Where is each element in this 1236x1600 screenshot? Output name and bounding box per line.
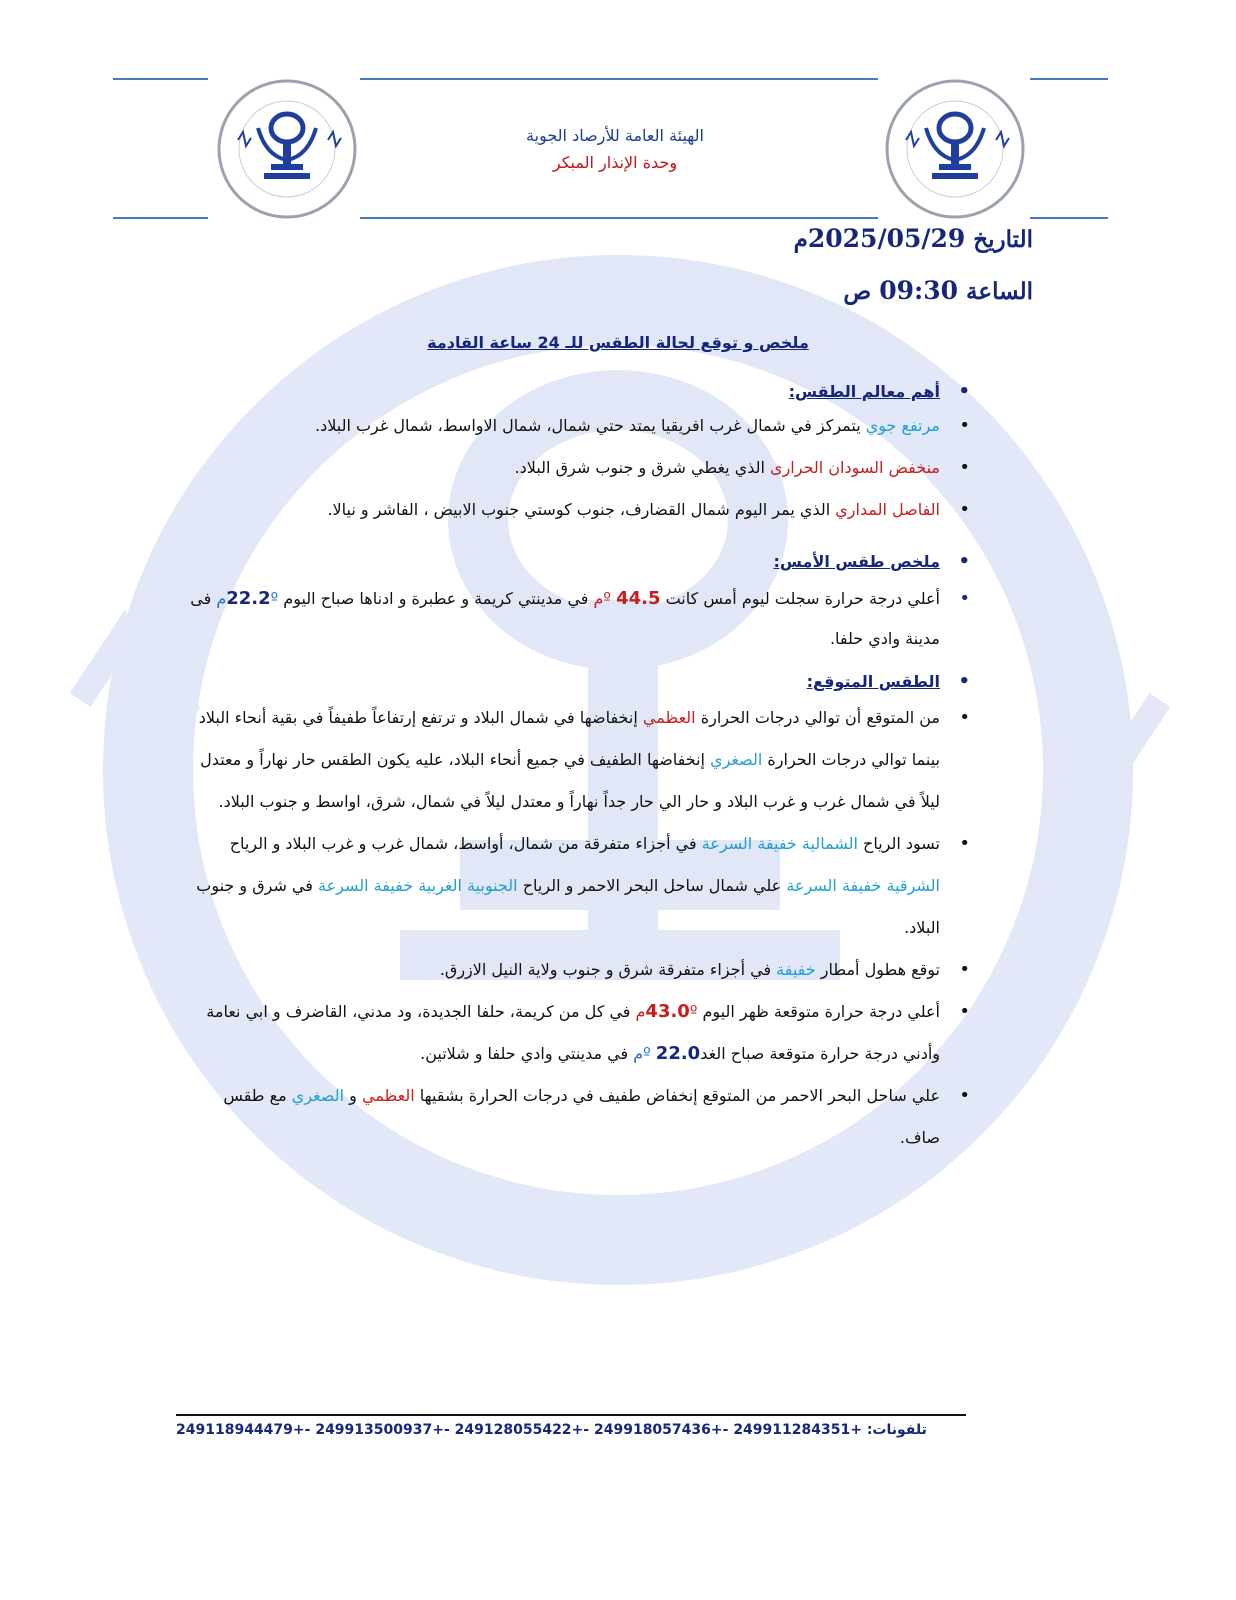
report-title-wrap: [0, 333, 1236, 352]
footer-phones: [176, 1422, 966, 1438]
section-heading-features: • أهم معالم الطقس:: [186, 375, 986, 409]
thermal-low-term: منخفض السودان الحرارى: [770, 458, 940, 477]
agency-logo-left: [216, 78, 358, 220]
time-value: 09:30: [879, 276, 958, 305]
feature-item-high-pressure: • مرتفع جوي يتمركز في شمال غرب افريقيا يمتد حتي شمال، شمال الاواسط، شمال غرب البلاد.: [186, 409, 986, 443]
phones-label: تلفونات:: [861, 1422, 927, 1438]
forecast-max-temp: 43.0: [645, 1001, 690, 1022]
agency-logo-right: [884, 78, 1026, 220]
expected-temperatures: • أعلي درجة حرارة متوقعة ظهر اليوم 43.0ºم في كل من كريمة، حلفا الجديدة، ود مدني، القاضرف و ابي نعامة وأدني درجة حرارة متوقعة صباح الغد22.0 ºم في مدينتي وادي حلفا و شلاتين.: [186, 991, 986, 1075]
header-rule-top-center: [360, 78, 878, 80]
header-rule-bottom-center: [360, 217, 878, 219]
date-label: التاريخ: [973, 226, 1033, 253]
header-text: [470, 122, 760, 176]
yesterday-summary: • أعلي درجة حرارة سجلت ليوم أمس كانت 44.5 ºم في مدينتي كريمة و عطبرة و ادناها صباح اليوم 22.2ºم فى مدينة وادي حلفا.: [186, 579, 986, 659]
organization-name: الهيئة العامة للأرصاد الجوية: [526, 126, 704, 145]
section-heading-yesterday: • ملخص طقس الأمس:: [186, 545, 986, 579]
degree-unit: ºم: [593, 589, 611, 608]
report-date: [794, 224, 1033, 253]
section-heading-expected: • الطقس المتوقع:: [186, 667, 986, 697]
expected-temperature-trend: • من المتوقع أن توالي درجات الحرارة العظمي إنخفاضها في شمال البلاد و ترتفع إرتفاعاً طفيفاً في بقية أنحاء البلاد بينما توالي درجات الحرارة الصغري إنخفاضها الطفيف في جميع أنحاء البلاد، عليه يكون الطقس حار نهاراً و معتدل ليلاً في شمال غرب و غرب البلاد و حار الي حار جداً نهاراً و معتدل ليلاً في شمال، شرق، اواسط و جنوب البلاد.: [186, 697, 986, 823]
expected-section: [186, 667, 986, 1159]
yesterday-section: [186, 545, 986, 659]
date-suffix: م: [793, 226, 808, 253]
phones-list: +249911284351 -+249918057436 -+249128055422 -+249913500937 -+249118944479: [176, 1422, 862, 1438]
header-rule-top-right: [1030, 78, 1108, 80]
date-value: 2025/05/29: [807, 224, 966, 253]
report-content: [186, 375, 986, 1159]
yesterday-min-temp: 22.2: [226, 588, 271, 609]
yesterday-max-temp: 44.5: [616, 588, 661, 609]
unit-name: وحدة الإنذار المبكر: [552, 153, 678, 172]
header-rule-top-left: [113, 78, 208, 80]
time-label: الساعة: [966, 278, 1033, 305]
feature-item-itcz: • الفاصل المداري الذي يمر اليوم شمال القضارف، جنوب كوستي جنوب الابيض ، الفاشر و نيالا.: [186, 493, 986, 527]
report-time: [843, 276, 1033, 305]
expected-winds: • تسود الرياح الشمالية خفيفة السرعة في أجزاء متفرقة من شمال، أواسط، شمال غرب و غرب البلاد و الرياح الشرقية خفيفة السرعة علي شمال ساحل البحر الاحمر و الرياح الجنوبية الغربية خفيفة السرعة في شرق و جنوب البلاد.: [186, 823, 986, 949]
time-suffix: ص: [843, 278, 872, 305]
report-title: ملخص و توقع لحالة الطقس للـ 24 ساعة القادمة: [427, 333, 809, 352]
feature-item-thermal-low: • منخفض السودان الحرارى الذي يغطي شرق و جنوب شرق البلاد.: [186, 451, 986, 485]
expected-red-sea-coast: • علي ساحل البحر الاحمر من المتوقع إنخفاض طفيف في درجات الحرارة بشقيها العظمي و الصغري مع طقس صاف.: [186, 1075, 986, 1159]
high-pressure-term: مرتفع جوي: [865, 416, 940, 435]
header-rule-bottom-left: [113, 217, 208, 219]
weather-features-section: [186, 375, 986, 527]
itcz-term: الفاصل المداري: [835, 500, 940, 519]
header-rule-bottom-right: [1030, 217, 1108, 219]
footer-rule: [176, 1414, 966, 1416]
forecast-min-temp: 22.0: [655, 1043, 701, 1064]
expected-rain: • توقع هطول أمطار خفيفة في أجزاء متفرقة شرق و جنوب ولاية النيل الازرق.: [186, 949, 986, 991]
